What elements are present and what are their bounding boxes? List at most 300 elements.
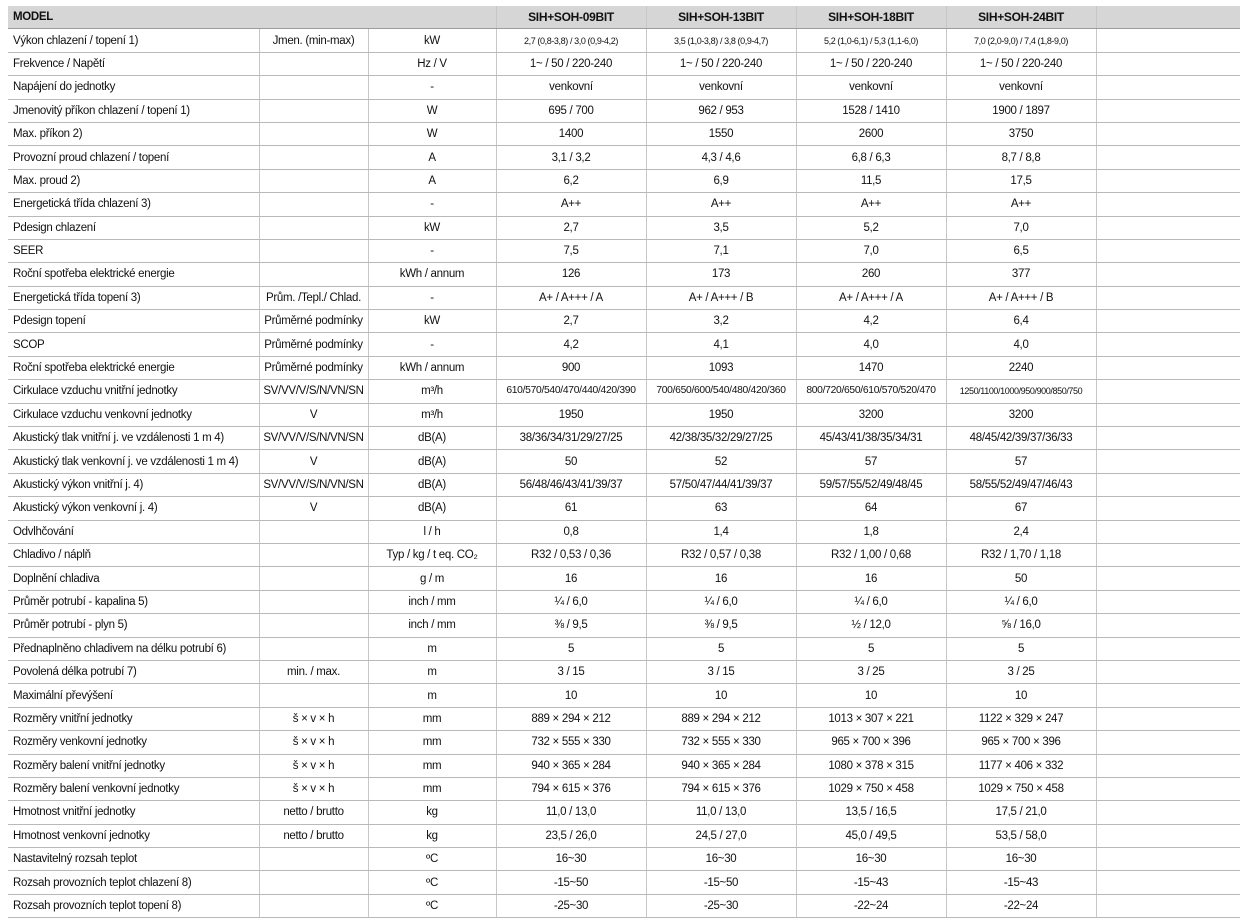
table-row (8, 543, 1240, 566)
row-empty-cell (1096, 660, 1240, 683)
row-unit: g / m (368, 567, 496, 590)
row-empty-cell (1096, 871, 1240, 894)
table-row (8, 356, 1240, 379)
row-unit: mm (368, 731, 496, 754)
row-value-model-0: ⅜ / 9,5 (496, 614, 646, 637)
row-value-model-0: 3 / 15 (496, 660, 646, 683)
row-condition (259, 614, 368, 637)
row-value-model-3: 1250/1100/1000/950/900/850/750 (946, 380, 1096, 403)
row-value-model-2: 5,2 (1,0-6,1) / 5,3 (1,1-6,0) (796, 29, 946, 52)
row-empty-cell (1096, 473, 1240, 496)
row-label: Doplnění chladiva (8, 567, 259, 590)
row-value-model-3: 3200 (946, 403, 1096, 426)
table-row (8, 333, 1240, 356)
spec-table (8, 6, 1240, 918)
row-value-model-2: 13,5 / 16,5 (796, 801, 946, 824)
row-value-model-2: 2600 (796, 122, 946, 145)
row-label: Akustický tlak venkovní j. ve vzdálenosti 1 m 4) (8, 450, 259, 473)
table-row (8, 660, 1240, 683)
row-value-model-3: -22~24 (946, 894, 1096, 917)
table-row (8, 52, 1240, 75)
row-value-model-1: 1550 (646, 122, 796, 145)
row-empty-cell (1096, 731, 1240, 754)
table-row (8, 310, 1240, 333)
row-unit: m³/h (368, 403, 496, 426)
row-value-model-3: 10 (946, 684, 1096, 707)
row-unit: kW (368, 216, 496, 239)
header-model-1: SIH+SOH-13BIT (646, 6, 796, 29)
row-value-model-0: 610/570/540/470/440/420/390 (496, 380, 646, 403)
table-row (8, 122, 1240, 145)
table-row (8, 871, 1240, 894)
table-row (8, 286, 1240, 309)
row-label: Rozsah provozních teplot chlazení 8) (8, 871, 259, 894)
row-value-model-0: -25~30 (496, 894, 646, 917)
row-value-model-3: 1122 × 329 × 247 (946, 707, 1096, 730)
row-condition: š × v × h (259, 777, 368, 800)
row-label: Akustický výkon venkovní j. 4) (8, 497, 259, 520)
header-empty (1096, 6, 1240, 29)
row-value-model-2: 10 (796, 684, 946, 707)
row-value-model-3: 377 (946, 263, 1096, 286)
table-row (8, 894, 1240, 917)
row-value-model-3: 17,5 / 21,0 (946, 801, 1096, 824)
header-model-label: MODEL (8, 6, 496, 29)
row-value-model-1: 889 × 294 × 212 (646, 707, 796, 730)
row-label: Cirkulace vzduchu vnitřní jednotky (8, 380, 259, 403)
row-label: Chladivo / náplň (8, 543, 259, 566)
row-condition (259, 637, 368, 660)
row-value-model-2: -22~24 (796, 894, 946, 917)
row-label: Hmotnost vnitřní jednotky (8, 801, 259, 824)
row-unit: mm (368, 707, 496, 730)
row-condition: netto / brutto (259, 824, 368, 847)
row-empty-cell (1096, 216, 1240, 239)
row-label: Výkon chlazení / topení 1) (8, 29, 259, 52)
row-condition (259, 169, 368, 192)
table-row (8, 403, 1240, 426)
row-value-model-3: venkovní (946, 76, 1096, 99)
row-value-model-3: R32 / 1,70 / 1,18 (946, 543, 1096, 566)
row-value-model-1: 6,9 (646, 169, 796, 192)
row-value-model-2: 3 / 25 (796, 660, 946, 683)
table-row (8, 380, 1240, 403)
row-label: Rozměry balení vnitřní jednotky (8, 754, 259, 777)
row-value-model-1: 3 / 15 (646, 660, 796, 683)
row-condition (259, 520, 368, 543)
row-empty-cell (1096, 169, 1240, 192)
row-condition (259, 76, 368, 99)
row-value-model-1: ¼ / 6,0 (646, 590, 796, 613)
row-unit: W (368, 99, 496, 122)
row-condition: V (259, 450, 368, 473)
row-value-model-3: 53,5 / 58,0 (946, 824, 1096, 847)
row-unit: m³/h (368, 380, 496, 403)
row-value-model-2: 260 (796, 263, 946, 286)
row-condition: SV/VV/V/S/N/VN/SN (259, 473, 368, 496)
row-value-model-1: 4,1 (646, 333, 796, 356)
row-value-model-1: 24,5 / 27,0 (646, 824, 796, 847)
table-row (8, 684, 1240, 707)
row-value-model-2: 5 (796, 637, 946, 660)
row-value-model-1: 962 / 953 (646, 99, 796, 122)
row-value-model-2: ¼ / 6,0 (796, 590, 946, 613)
row-condition (259, 543, 368, 566)
row-value-model-0: -15~50 (496, 871, 646, 894)
row-label: Rozměry vnitřní jednotky (8, 707, 259, 730)
row-value-model-3: 3 / 25 (946, 660, 1096, 683)
row-unit: - (368, 193, 496, 216)
row-unit: mm (368, 777, 496, 800)
row-unit: mm (368, 754, 496, 777)
row-value-model-3: 50 (946, 567, 1096, 590)
row-value-model-2: 7,0 (796, 239, 946, 262)
row-value-model-2: R32 / 1,00 / 0,68 (796, 543, 946, 566)
row-value-model-1: -25~30 (646, 894, 796, 917)
row-unit: inch / mm (368, 590, 496, 613)
row-empty-cell (1096, 29, 1240, 52)
row-value-model-3: 58/55/52/49/47/46/43 (946, 473, 1096, 496)
row-empty-cell (1096, 497, 1240, 520)
row-value-model-0: 889 × 294 × 212 (496, 707, 646, 730)
row-label: Jmenovitý příkon chlazení / topení 1) (8, 99, 259, 122)
row-value-model-1: -15~50 (646, 871, 796, 894)
row-value-model-1: A+ / A+++ / B (646, 286, 796, 309)
row-value-model-2: 11,5 (796, 169, 946, 192)
row-value-model-2: 1013 × 307 × 221 (796, 707, 946, 730)
row-unit: inch / mm (368, 614, 496, 637)
row-value-model-1: 5 (646, 637, 796, 660)
row-value-model-0: 695 / 700 (496, 99, 646, 122)
table-row (8, 497, 1240, 520)
row-label: Provozní proud chlazení / topení (8, 146, 259, 169)
row-label: Max. proud 2) (8, 169, 259, 192)
header-model-0: SIH+SOH-09BIT (496, 6, 646, 29)
row-empty-cell (1096, 590, 1240, 613)
row-value-model-0: 794 × 615 × 376 (496, 777, 646, 800)
row-condition (259, 848, 368, 871)
row-value-model-1: 940 × 365 × 284 (646, 754, 796, 777)
table-row (8, 193, 1240, 216)
row-condition (259, 894, 368, 917)
row-value-model-0: 16 (496, 567, 646, 590)
table-row (8, 824, 1240, 847)
row-value-model-0: 7,5 (496, 239, 646, 262)
row-unit: kg (368, 824, 496, 847)
row-empty-cell (1096, 239, 1240, 262)
row-empty-cell (1096, 263, 1240, 286)
table-row (8, 427, 1240, 450)
row-empty-cell (1096, 356, 1240, 379)
row-label: Napájení do jednotky (8, 76, 259, 99)
table-row (8, 801, 1240, 824)
row-empty-cell (1096, 286, 1240, 309)
row-value-model-1: 63 (646, 497, 796, 520)
table-body (8, 29, 1240, 918)
row-condition: netto / brutto (259, 801, 368, 824)
row-value-model-0: 10 (496, 684, 646, 707)
row-value-model-1: 7,1 (646, 239, 796, 262)
row-value-model-2: 6,8 / 6,3 (796, 146, 946, 169)
row-empty-cell (1096, 777, 1240, 800)
row-empty-cell (1096, 193, 1240, 216)
row-value-model-3: 1177 × 406 × 332 (946, 754, 1096, 777)
row-value-model-0: 940 × 365 × 284 (496, 754, 646, 777)
row-value-model-1: 3,5 (1,0-3,8) / 3,8 (0,9-4,7) (646, 29, 796, 52)
row-value-model-2: 1029 × 750 × 458 (796, 777, 946, 800)
table-row (8, 614, 1240, 637)
row-value-model-0: 732 × 555 × 330 (496, 731, 646, 754)
row-label: Max. příkon 2) (8, 122, 259, 145)
row-value-model-2: 16 (796, 567, 946, 590)
row-label: Povolená délka potrubí 7) (8, 660, 259, 683)
row-value-model-0: 2,7 (0,8-3,8) / 3,0 (0,9-4,2) (496, 29, 646, 52)
row-empty-cell (1096, 450, 1240, 473)
row-value-model-2: 4,2 (796, 310, 946, 333)
row-value-model-3: 4,0 (946, 333, 1096, 356)
row-value-model-3: 5 (946, 637, 1096, 660)
row-value-model-1: 700/650/600/540/480/420/360 (646, 380, 796, 403)
row-value-model-3: 2240 (946, 356, 1096, 379)
table-row (8, 450, 1240, 473)
row-condition (259, 122, 368, 145)
row-label: Průměr potrubí - kapalina 5) (8, 590, 259, 613)
row-condition (259, 871, 368, 894)
row-value-model-2: 1080 × 378 × 315 (796, 754, 946, 777)
row-value-model-1: 16~30 (646, 848, 796, 871)
row-unit: Hz / V (368, 52, 496, 75)
row-value-model-2: ½ / 12,0 (796, 614, 946, 637)
row-empty-cell (1096, 122, 1240, 145)
row-condition: SV/VV/V/S/N/VN/SN (259, 380, 368, 403)
row-empty-cell (1096, 520, 1240, 543)
row-value-model-1: R32 / 0,57 / 0,38 (646, 543, 796, 566)
row-value-model-2: 1~ / 50 / 220-240 (796, 52, 946, 75)
row-value-model-1: 42/38/35/32/29/27/25 (646, 427, 796, 450)
row-value-model-3: 3750 (946, 122, 1096, 145)
row-label: Roční spotřeba elektrické energie (8, 263, 259, 286)
row-value-model-3: 57 (946, 450, 1096, 473)
row-value-model-1: 4,3 / 4,6 (646, 146, 796, 169)
row-condition: Průměrné podmínky (259, 333, 368, 356)
row-value-model-3: ⅝ / 16,0 (946, 614, 1096, 637)
row-unit: m (368, 684, 496, 707)
row-unit: kWh / annum (368, 356, 496, 379)
row-value-model-1: 52 (646, 450, 796, 473)
row-label: Rozměry venkovní jednotky (8, 731, 259, 754)
row-value-model-3: 48/45/42/39/37/36/33 (946, 427, 1096, 450)
table-row (8, 216, 1240, 239)
row-value-model-2: A++ (796, 193, 946, 216)
row-empty-cell (1096, 637, 1240, 660)
row-value-model-2: 59/57/55/52/49/48/45 (796, 473, 946, 496)
row-value-model-0: 3,1 / 3,2 (496, 146, 646, 169)
table-row (8, 637, 1240, 660)
row-condition (259, 263, 368, 286)
table-row (8, 777, 1240, 800)
table-row (8, 754, 1240, 777)
row-empty-cell (1096, 684, 1240, 707)
row-condition: Prům. /Tepl./ Chlad. (259, 286, 368, 309)
row-unit: dB(A) (368, 427, 496, 450)
row-value-model-0: 1950 (496, 403, 646, 426)
header-model-3: SIH+SOH-24BIT (946, 6, 1096, 29)
row-value-model-0: 38/36/34/31/29/27/25 (496, 427, 646, 450)
row-label: Nastavitelný rozsah teplot (8, 848, 259, 871)
row-value-model-3: 965 × 700 × 396 (946, 731, 1096, 754)
row-empty-cell (1096, 848, 1240, 871)
row-value-model-2: 64 (796, 497, 946, 520)
row-value-model-2: 45/43/41/38/35/34/31 (796, 427, 946, 450)
row-unit: - (368, 333, 496, 356)
row-unit: W (368, 122, 496, 145)
row-value-model-3: 7,0 (946, 216, 1096, 239)
row-empty-cell (1096, 76, 1240, 99)
row-empty-cell (1096, 543, 1240, 566)
row-value-model-1: 173 (646, 263, 796, 286)
row-label: SCOP (8, 333, 259, 356)
row-value-model-3: ¼ / 6,0 (946, 590, 1096, 613)
table-row (8, 146, 1240, 169)
row-empty-cell (1096, 824, 1240, 847)
row-value-model-2: 1470 (796, 356, 946, 379)
table-row (8, 590, 1240, 613)
row-value-model-3: 16~30 (946, 848, 1096, 871)
row-condition: š × v × h (259, 754, 368, 777)
row-value-model-1: 16 (646, 567, 796, 590)
row-condition (259, 684, 368, 707)
row-label: Rozsah provozních teplot topení 8) (8, 894, 259, 917)
row-value-model-3: A++ (946, 193, 1096, 216)
row-value-model-0: 50 (496, 450, 646, 473)
row-condition: Průměrné podmínky (259, 356, 368, 379)
row-unit: dB(A) (368, 473, 496, 496)
row-value-model-0: R32 / 0,53 / 0,36 (496, 543, 646, 566)
row-condition: min. / max. (259, 660, 368, 683)
row-label: Hmotnost venkovní jednotky (8, 824, 259, 847)
row-condition: V (259, 403, 368, 426)
row-condition: š × v × h (259, 731, 368, 754)
row-value-model-0: 56/48/46/43/41/39/37 (496, 473, 646, 496)
row-value-model-1: 1093 (646, 356, 796, 379)
row-condition (259, 52, 368, 75)
row-empty-cell (1096, 146, 1240, 169)
row-label: Pdesign chlazení (8, 216, 259, 239)
row-value-model-0: 16~30 (496, 848, 646, 871)
row-value-model-2: 1528 / 1410 (796, 99, 946, 122)
row-condition (259, 99, 368, 122)
row-value-model-3: 1900 / 1897 (946, 99, 1096, 122)
row-condition: V (259, 497, 368, 520)
row-value-model-0: ¼ / 6,0 (496, 590, 646, 613)
row-value-model-1: 1950 (646, 403, 796, 426)
row-value-model-1: 10 (646, 684, 796, 707)
table-row (8, 731, 1240, 754)
row-label: SEER (8, 239, 259, 262)
row-condition (259, 146, 368, 169)
row-value-model-0: 2,7 (496, 310, 646, 333)
row-label: Akustický tlak vnitřní j. ve vzdálenosti 1 m 4) (8, 427, 259, 450)
row-value-model-2: 16~30 (796, 848, 946, 871)
row-value-model-2: venkovní (796, 76, 946, 99)
row-condition (259, 590, 368, 613)
row-value-model-2: 57 (796, 450, 946, 473)
row-empty-cell (1096, 707, 1240, 730)
table-row (8, 263, 1240, 286)
row-label: Cirkulace vzduchu venkovní jednotky (8, 403, 259, 426)
table-row (8, 473, 1240, 496)
row-value-model-0: 126 (496, 263, 646, 286)
row-unit: ºC (368, 894, 496, 917)
row-empty-cell (1096, 310, 1240, 333)
row-label: Maximální převýšení (8, 684, 259, 707)
row-unit: ºC (368, 871, 496, 894)
row-label: Energetická třída chlazení 3) (8, 193, 259, 216)
row-value-model-3: 17,5 (946, 169, 1096, 192)
table-row (8, 76, 1240, 99)
row-value-model-0: 61 (496, 497, 646, 520)
table-row (8, 520, 1240, 543)
row-value-model-2: 5,2 (796, 216, 946, 239)
row-unit: Typ / kg / t eq. CO₂ (368, 543, 496, 566)
table-row (8, 848, 1240, 871)
row-unit: m (368, 660, 496, 683)
row-value-model-0: 1~ / 50 / 220-240 (496, 52, 646, 75)
row-unit: - (368, 76, 496, 99)
row-unit: kW (368, 310, 496, 333)
row-label: Frekvence / Napětí (8, 52, 259, 75)
row-value-model-0: A++ (496, 193, 646, 216)
row-value-model-0: 900 (496, 356, 646, 379)
row-value-model-1: A++ (646, 193, 796, 216)
row-empty-cell (1096, 380, 1240, 403)
row-unit: ºC (368, 848, 496, 871)
row-value-model-3: 67 (946, 497, 1096, 520)
row-unit: A (368, 146, 496, 169)
row-empty-cell (1096, 567, 1240, 590)
row-empty-cell (1096, 333, 1240, 356)
row-condition: SV/VV/V/S/N/VN/SN (259, 427, 368, 450)
row-value-model-1: 1~ / 50 / 220-240 (646, 52, 796, 75)
row-value-model-2: 45,0 / 49,5 (796, 824, 946, 847)
row-label: Odvlhčování (8, 520, 259, 543)
row-value-model-2: 1,8 (796, 520, 946, 543)
row-empty-cell (1096, 894, 1240, 917)
row-unit: m (368, 637, 496, 660)
row-value-model-2: A+ / A+++ / A (796, 286, 946, 309)
row-empty-cell (1096, 403, 1240, 426)
row-empty-cell (1096, 52, 1240, 75)
table-row (8, 567, 1240, 590)
row-value-model-1: 794 × 615 × 376 (646, 777, 796, 800)
table-row (8, 99, 1240, 122)
row-condition (259, 239, 368, 262)
row-unit: - (368, 286, 496, 309)
table-row (8, 239, 1240, 262)
row-condition: Průměrné podmínky (259, 310, 368, 333)
row-empty-cell (1096, 427, 1240, 450)
row-value-model-0: A+ / A+++ / A (496, 286, 646, 309)
row-value-model-0: 0,8 (496, 520, 646, 543)
row-value-model-3: 7,0 (2,0-9,0) / 7,4 (1,8-9,0) (946, 29, 1096, 52)
row-value-model-1: 57/50/47/44/41/39/37 (646, 473, 796, 496)
row-value-model-3: A+ / A+++ / B (946, 286, 1096, 309)
table-row (8, 707, 1240, 730)
table-header (8, 6, 1240, 29)
row-value-model-2: 800/720/650/610/570/520/470 (796, 380, 946, 403)
row-unit: l / h (368, 520, 496, 543)
row-unit: kg (368, 801, 496, 824)
